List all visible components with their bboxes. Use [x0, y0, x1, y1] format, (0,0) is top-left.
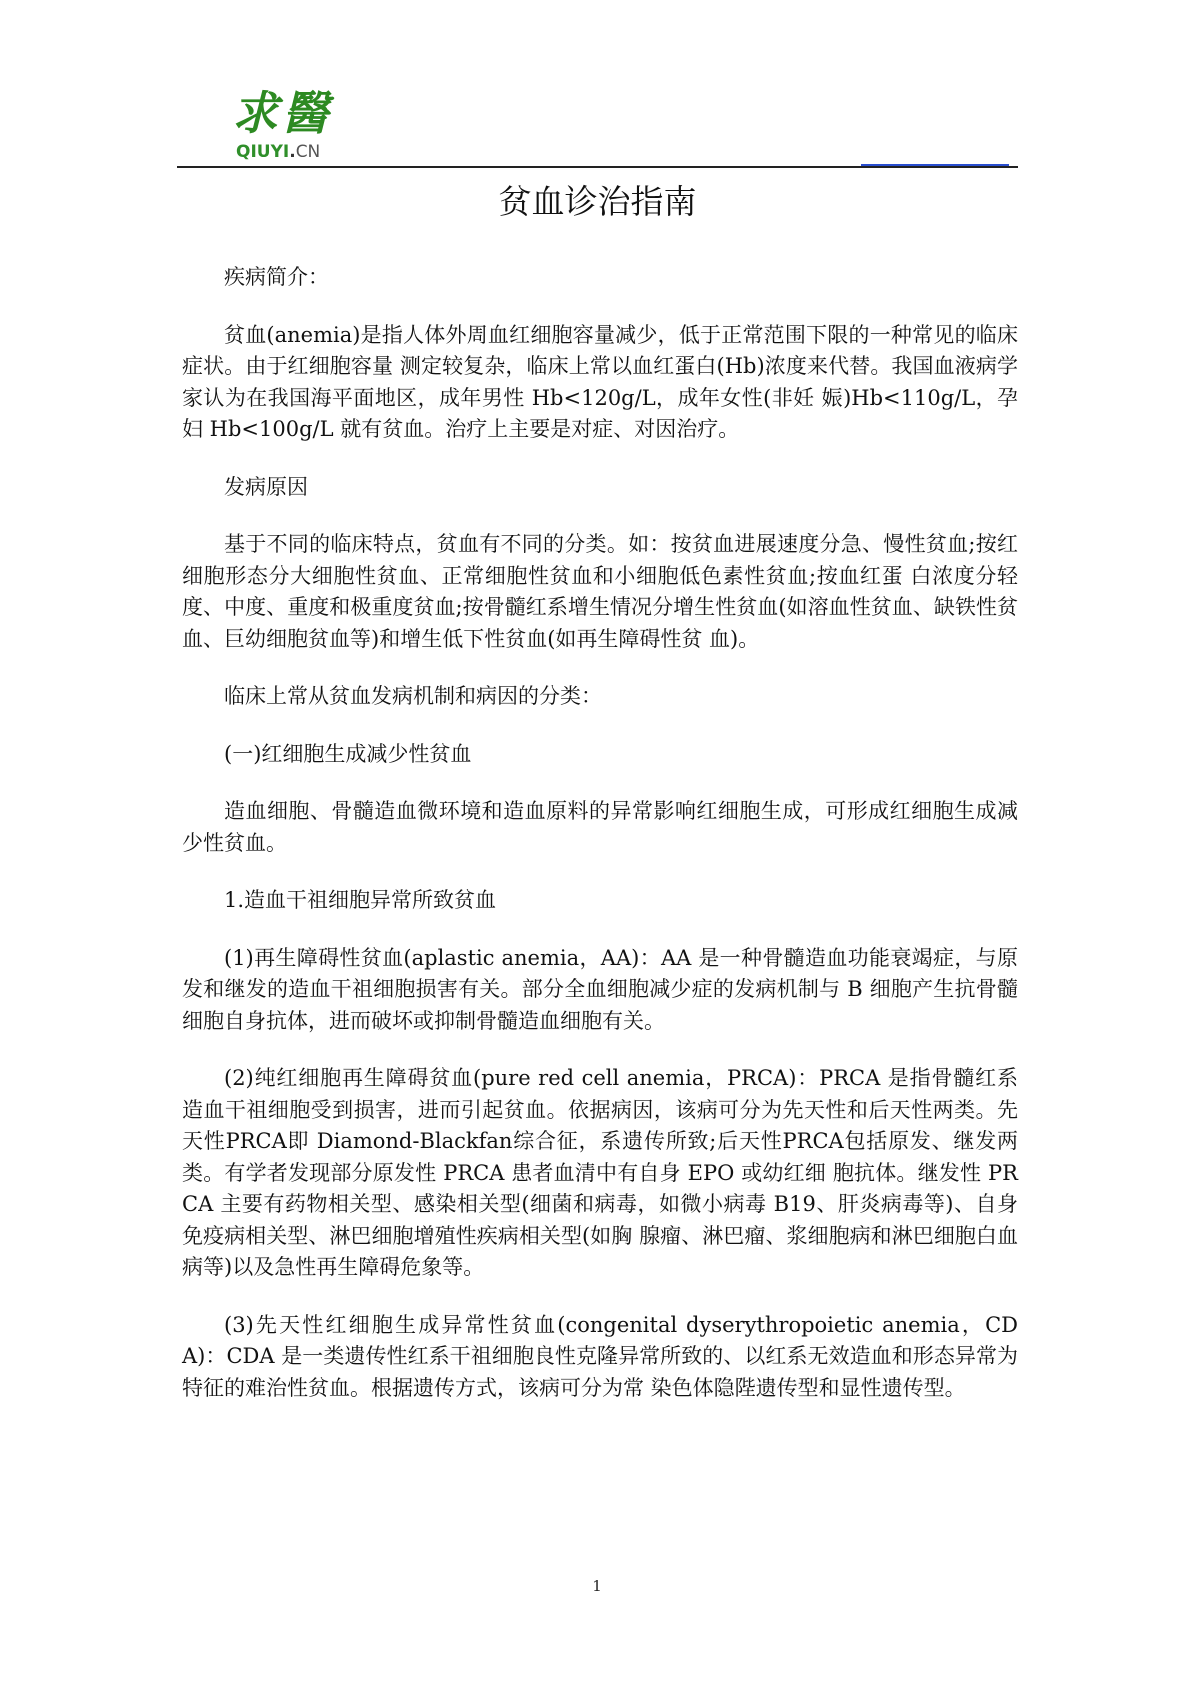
logo-text-main: QIUYI — [236, 142, 290, 162]
page-title: 贫血诊治指南 — [498, 182, 697, 221]
paragraph-classification: 基于不同的临床特点，贫血有不同的分类。如：按贫血进展速度分急、慢性贫血;按红细胞形态分大细胞性贫血、正常细胞性贫血和小细胞低色素性贫血;按血红蛋 白浓度分轻度、中度、重度和极重度贫血;按骨髓红系增生情况分增生性贫血(如溶血性贫血、缺铁性贫血、巨幼细胞贫血等)和增生低下性贫血(如再生障碍性贫 血)。 — [182, 532, 1018, 651]
logo-text-dot: . — [289, 142, 296, 162]
logo-text-cn: CN — [295, 142, 321, 162]
paragraph-definition: 贫血(anemia)是指人体外周血红细胞容量减少，低于正常范围下限的一种常见的临床症状。由于红细胞容量 测定较复杂，临床上常以血红蛋白(Hb)浓度来代替。我国血液病学家认为在我国海平面地区，成年男性 Hb<120g/L，成年女性(非妊 娠)Hb<110g/L，孕妇 Hb<100g/L 就有贫血。治疗上主要是对症、对因治疗。 — [182, 322, 1018, 441]
section-heading-reduced-production: (一)红细胞生成减少性贫血 — [224, 741, 472, 766]
section-heading-causes: 发病原因 — [224, 474, 308, 499]
paragraph-mechanism-intro: 临床上常从贫血发病机制和病因的分类： — [224, 684, 602, 708]
subheading-stem-cell: 1.造血干祖细胞异常所致贫血 — [224, 888, 497, 912]
header-divider — [177, 166, 1018, 168]
site-logo[interactable] — [232, 86, 350, 166]
header-link[interactable] — [861, 150, 1009, 166]
logo-glyphs: 求醫 — [232, 86, 332, 140]
logo-wordmark — [236, 142, 350, 162]
paragraph-prca: (2)纯红细胞再生障碍贫血(pure red cell anemia，PRCA)：PRCA 是指骨髓红系造血干祖细胞受到损害，进而引起贫血。依据病因，该病可分为先天性和后天性两类。先天性PRCA即 Diamond-Blackfan综合征，系遗传所致;后天性PRCA包括原发、继发两类。有学者发现部分原发性 PRCA 患者血清中有自身 EPO 或幼红细 胞抗体。继发性 PRCA 主要有药物相关型、感染相关型(细菌和病毒，如微小病毒 B19、肝炎病毒等)、自身免疫病相关型、淋巴细胞增殖性疾病相关型(如胸 腺瘤、淋巴瘤、浆细胞病和淋巴细胞白血病等)以及急性再生障碍危象等。 — [182, 1066, 1018, 1279]
paragraph-cda: (3)先天性红细胞生成异常性贫血(congenital dyserythropoietic anemia，CDA)：CDA 是一类遗传性红系干祖细胞良性克隆异常所致的、以红系无效造血和形态异常为特征的难治性贫血。根据遗传方式，该病可分为常 染色体隐陛遗传型和显性遗传型。 — [182, 1312, 1018, 1400]
document-body — [182, 262, 1018, 1430]
paragraph-aplastic-anemia: (1)再生障碍性贫血(aplastic anemia，AA)：AA 是一种骨髓造血功能衰竭症，与原发和继发的造血干祖细胞损害有关。部分全血细胞减少症的发病机制与 B 细胞产生抗骨髓细胞自身抗体，进而破坏或抑制骨髓造血细胞有关。 — [182, 945, 1018, 1033]
page-number: 1 — [592, 1577, 602, 1595]
section-heading-intro: 疾病简介： — [224, 265, 329, 289]
paragraph-reduced-production: 造血细胞、骨髓造血微环境和造血原料的异常影响红细胞生成，可形成红细胞生成减少性贫血。 — [182, 799, 1018, 855]
